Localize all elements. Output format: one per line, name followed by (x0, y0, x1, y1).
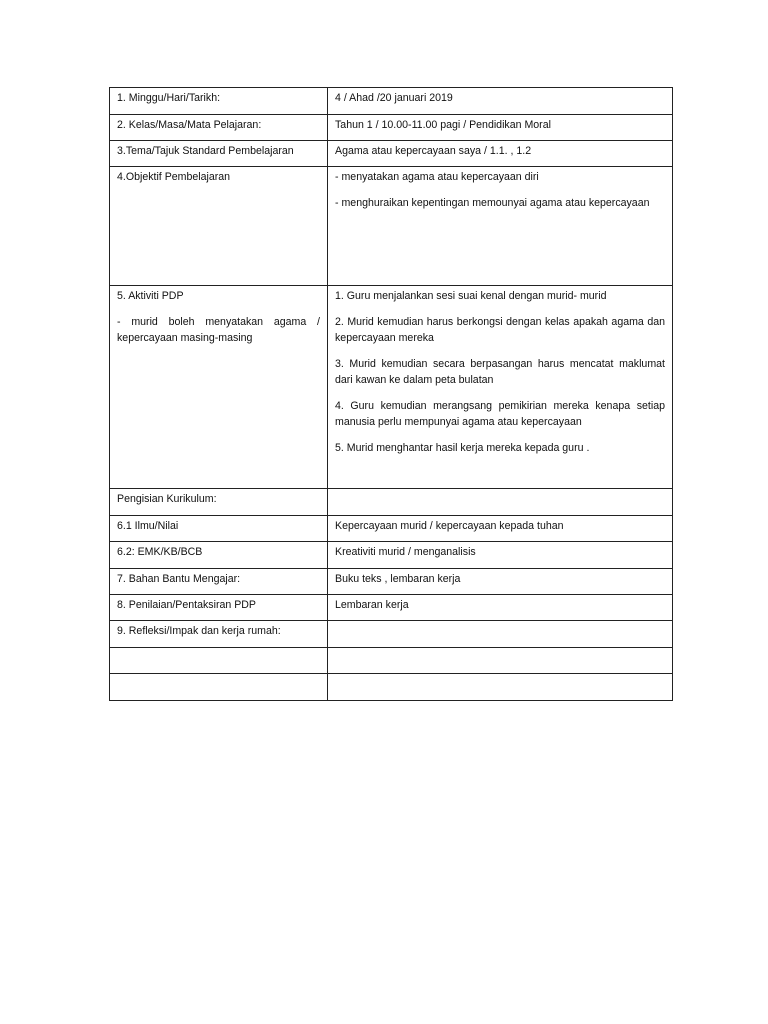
table-row-empty (110, 674, 673, 701)
row-value (328, 167, 673, 286)
row-value (328, 648, 673, 674)
row-label: 6.1 Ilmu/Nilai (110, 516, 328, 542)
row-value: 4 / Ahad /20 januari 2019 (328, 88, 673, 115)
row-value: Kreativiti murid / menganalisis (328, 542, 673, 569)
row-value (328, 674, 673, 701)
activity-item: 3. Murid kemudian secara berpasangan harus mencatat maklumat dari kawan ke dalam peta bulatan (335, 358, 665, 386)
row-label-note: - murid boleh menyatakan agama / kepercayaan masing-masing (117, 316, 320, 344)
row-label (110, 286, 328, 489)
table-row-minggu (110, 88, 673, 115)
row-value: Tahun 1 / 10.00-11.00 pagi / Pendidikan Moral (328, 115, 673, 141)
table-row-pengisian (110, 489, 673, 516)
table-row-emk (110, 542, 673, 569)
row-value (328, 621, 673, 648)
objective-item: - menghuraikan kepentingan memounyai agama atau kepercayaan (335, 197, 650, 209)
row-value: Buku teks , lembaran kerja (328, 569, 673, 595)
row-label-text: 5. Aktiviti PDP (117, 290, 184, 302)
objective-item: - menyatakan agama atau kepercayaan diri (335, 171, 539, 183)
row-label: 8. Penilaian/Pentaksiran PDP (110, 595, 328, 621)
row-value: Agama atau kepercayaan saya / 1.1. , 1.2 (328, 141, 673, 167)
table-row-refleksi (110, 621, 673, 648)
lesson-plan-table (109, 87, 673, 701)
row-label: 3.Tema/Tajuk Standard Pembelajaran (110, 141, 328, 167)
table-row-kelas (110, 115, 673, 141)
row-label: 6.2: EMK/KB/BCB (110, 542, 328, 569)
row-label (110, 648, 328, 674)
row-label: Pengisian Kurikulum: (110, 489, 328, 516)
row-value: Lembaran kerja (328, 595, 673, 621)
table-row-penilaian (110, 595, 673, 621)
table-row-objektif (110, 167, 673, 286)
table-row-bahan (110, 569, 673, 595)
row-label: 1. Minggu/Hari/Tarikh: (110, 88, 328, 115)
row-label: 2. Kelas/Masa/Mata Pelajaran: (110, 115, 328, 141)
table-row-aktiviti (110, 286, 673, 489)
row-value: Kepercayaan murid / kepercayaan kepada tuhan (328, 516, 673, 542)
row-value (328, 489, 673, 516)
table-row-empty (110, 648, 673, 674)
table-row-tema (110, 141, 673, 167)
row-label: 7. Bahan Bantu Mengajar: (110, 569, 328, 595)
activity-item: 1. Guru menjalankan sesi suai kenal dengan murid- murid (335, 290, 607, 302)
row-label (110, 674, 328, 701)
row-label: 9. Refleksi/Impak dan kerja rumah: (110, 621, 328, 648)
activity-item: 5. Murid menghantar hasil kerja mereka kepada guru . (335, 442, 590, 454)
activity-item: 2. Murid kemudian harus berkongsi dengan kelas apakah agama dan kepercayaan mereka (335, 316, 665, 344)
table-row-ilmu-nilai (110, 516, 673, 542)
row-label: 4.Objektif Pembelajaran (110, 167, 328, 286)
row-value (328, 286, 673, 489)
activity-item: 4. Guru kemudian merangsang pemikirian mereka kenapa setiap manusia perlu mempunyai agama atau kepercayaan (335, 400, 665, 428)
